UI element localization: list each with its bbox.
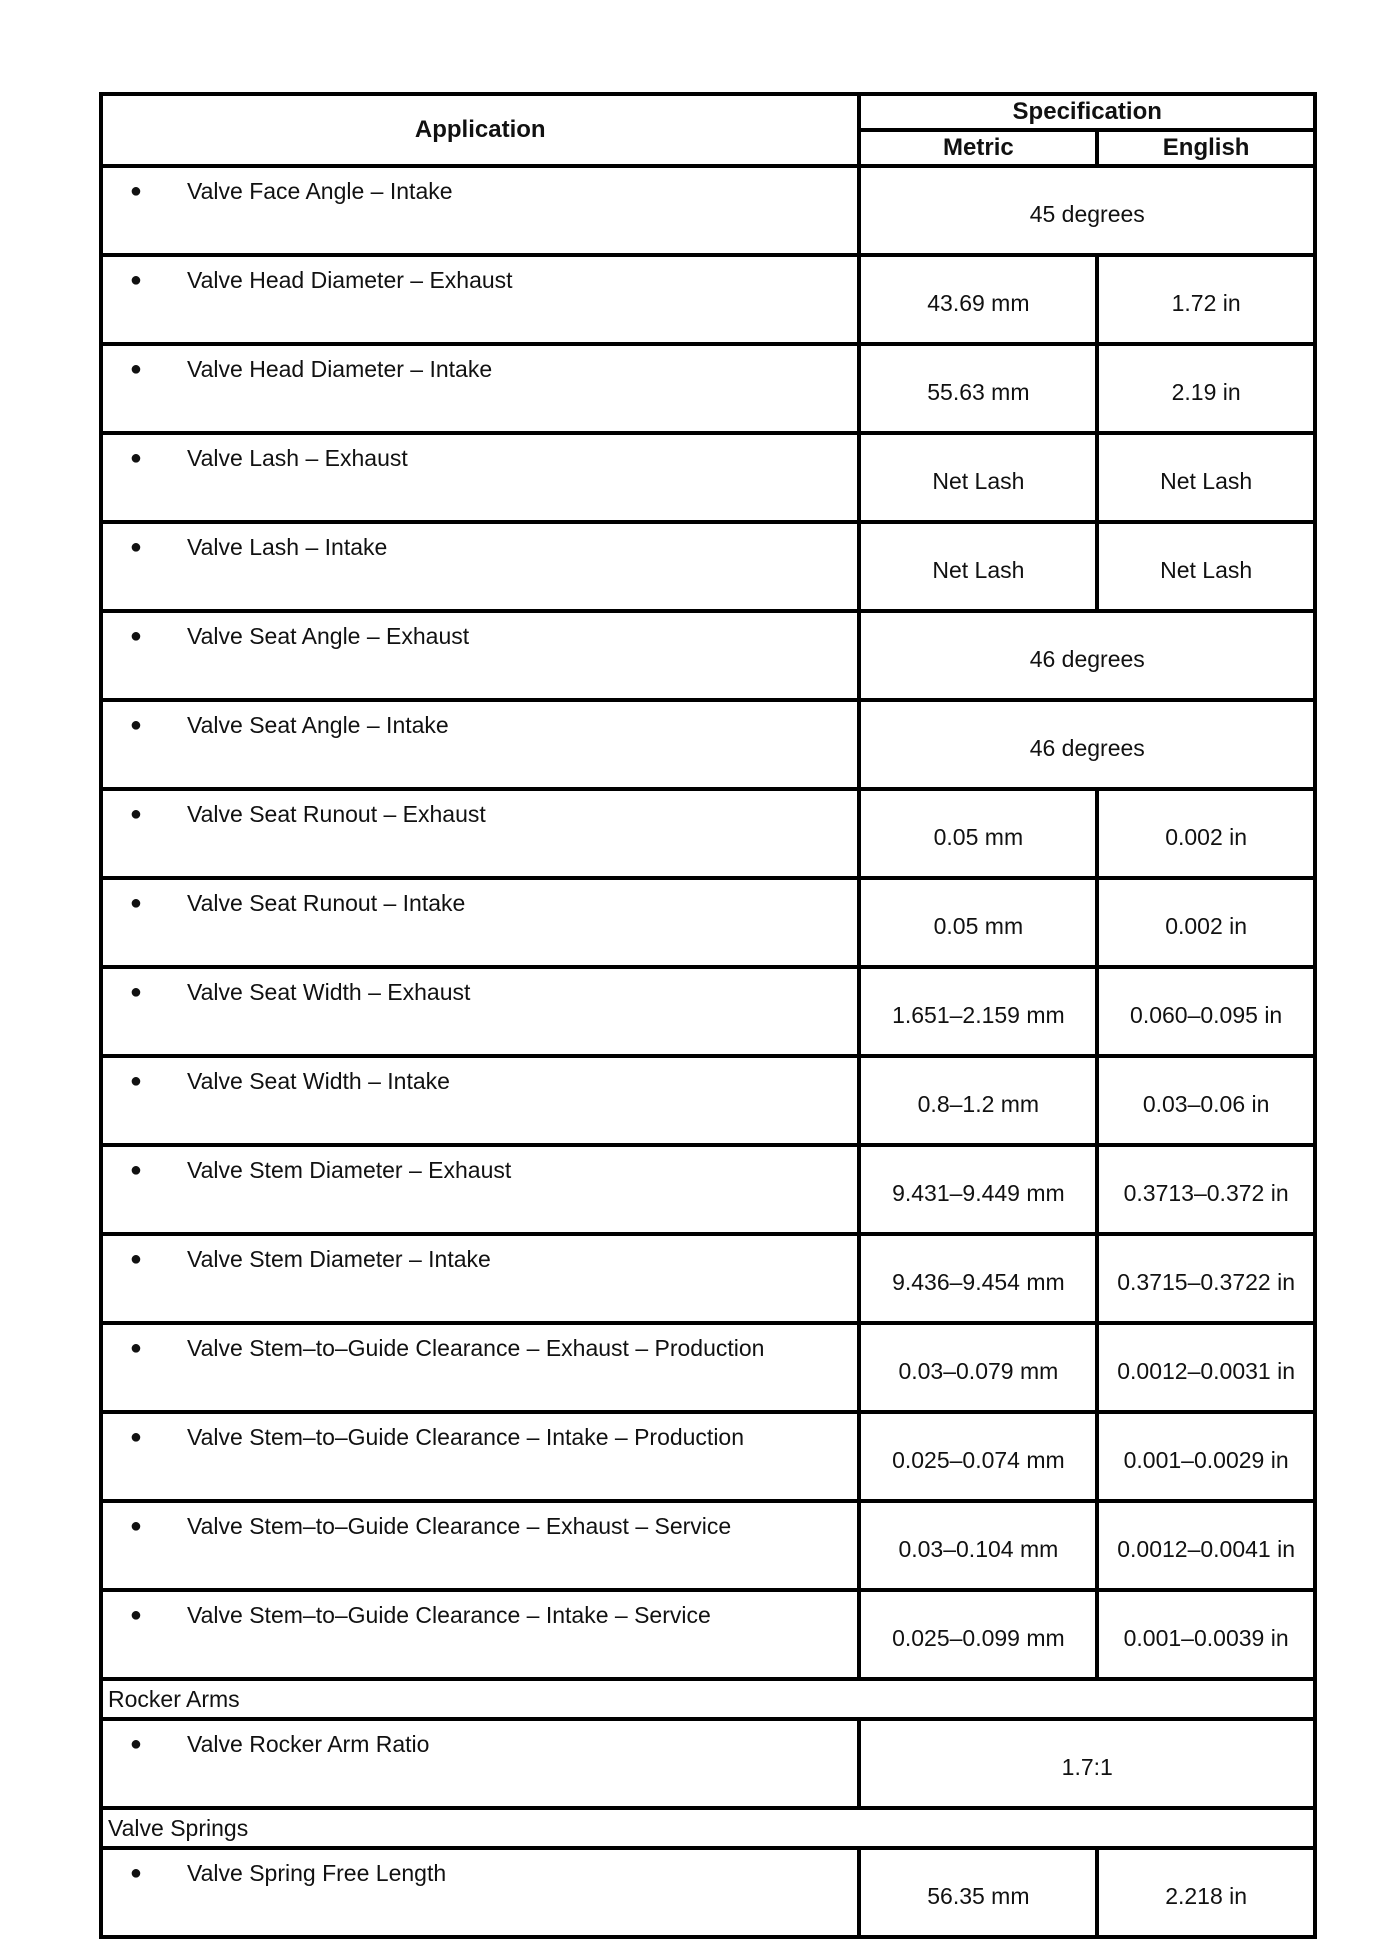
application-label: Valve Stem Diameter – Intake bbox=[187, 1246, 491, 1272]
application-label: Valve Stem–to–Guide Clearance – Intake – Production bbox=[187, 1424, 745, 1450]
table-row bbox=[101, 433, 1315, 522]
metric-value-cell: 0.03–0.104 mm bbox=[859, 1501, 1097, 1590]
application-label: Valve Lash – Exhaust bbox=[187, 445, 408, 471]
table-row bbox=[101, 1234, 1315, 1323]
metric-value-cell: Net Lash bbox=[859, 522, 1097, 611]
metric-value-cell: 1.651–2.159 mm bbox=[859, 967, 1097, 1056]
table-row bbox=[101, 255, 1315, 344]
metric-value-cell: 0.025–0.099 mm bbox=[859, 1590, 1097, 1679]
bullet-icon: ● bbox=[129, 1604, 142, 1626]
section-row bbox=[101, 1808, 1315, 1848]
metric-value-cell: 0.05 mm bbox=[859, 878, 1097, 967]
bullet-icon: ● bbox=[129, 981, 142, 1003]
bullet-icon: ● bbox=[129, 1070, 142, 1092]
metric-value-cell: 9.431–9.449 mm bbox=[859, 1145, 1097, 1234]
application-label: Valve Face Angle – Intake bbox=[187, 178, 453, 204]
table-row bbox=[101, 1719, 1315, 1808]
application-cell bbox=[101, 522, 859, 611]
bullet-icon: ● bbox=[129, 803, 142, 825]
application-label: Valve Seat Width – Exhaust bbox=[187, 979, 471, 1005]
table-row bbox=[101, 700, 1315, 789]
application-cell bbox=[101, 611, 859, 700]
application-cell bbox=[101, 1848, 859, 1937]
bullet-icon: ● bbox=[129, 1733, 142, 1755]
application-label: Valve Head Diameter – Intake bbox=[187, 356, 493, 382]
application-cell bbox=[101, 1412, 859, 1501]
english-value-cell: 0.002 in bbox=[1097, 789, 1315, 878]
combined-value-cell: 46 degrees bbox=[859, 700, 1315, 789]
english-value-cell: Net Lash bbox=[1097, 522, 1315, 611]
table-row bbox=[101, 611, 1315, 700]
application-cell bbox=[101, 1501, 859, 1590]
application-cell bbox=[101, 1323, 859, 1412]
table-row bbox=[101, 1501, 1315, 1590]
english-value-cell: 0.002 in bbox=[1097, 878, 1315, 967]
english-value-cell: 0.001–0.0039 in bbox=[1097, 1590, 1315, 1679]
bullet-icon: ● bbox=[129, 536, 142, 558]
application-cell bbox=[101, 344, 859, 433]
bullet-icon: ● bbox=[129, 1426, 142, 1448]
application-label: Valve Lash – Intake bbox=[187, 534, 388, 560]
table-row bbox=[101, 1848, 1315, 1937]
section-row bbox=[101, 1679, 1315, 1719]
bullet-icon: ● bbox=[129, 1159, 142, 1181]
table-row bbox=[101, 1590, 1315, 1679]
english-value-cell: 0.3713–0.372 in bbox=[1097, 1145, 1315, 1234]
english-value-cell: 0.03–0.06 in bbox=[1097, 1056, 1315, 1145]
bullet-icon: ● bbox=[129, 180, 142, 202]
metric-value-cell: 56.35 mm bbox=[859, 1848, 1097, 1937]
application-label: Valve Spring Free Length bbox=[187, 1860, 447, 1886]
specification-table bbox=[99, 92, 1317, 1939]
metric-value-cell: 0.03–0.079 mm bbox=[859, 1323, 1097, 1412]
bullet-icon: ● bbox=[129, 447, 142, 469]
application-cell bbox=[101, 1145, 859, 1234]
application-cell bbox=[101, 789, 859, 878]
bullet-icon: ● bbox=[129, 1862, 142, 1884]
table-row bbox=[101, 1056, 1315, 1145]
application-label: Valve Stem Diameter – Exhaust bbox=[187, 1157, 512, 1183]
table-row bbox=[101, 1145, 1315, 1234]
bullet-icon: ● bbox=[129, 1248, 142, 1270]
table-row bbox=[101, 789, 1315, 878]
english-value-cell: 0.001–0.0029 in bbox=[1097, 1412, 1315, 1501]
section-label: Rocker Arms bbox=[101, 1679, 1315, 1719]
application-cell bbox=[101, 878, 859, 967]
application-cell bbox=[101, 967, 859, 1056]
application-label: Valve Seat Runout – Intake bbox=[187, 890, 466, 916]
application-label: Valve Seat Angle – Intake bbox=[187, 712, 449, 738]
metric-value-cell: 55.63 mm bbox=[859, 344, 1097, 433]
combined-value-cell: 46 degrees bbox=[859, 611, 1315, 700]
bullet-icon: ● bbox=[129, 892, 142, 914]
table-row bbox=[101, 166, 1315, 255]
english-value-cell: 0.060–0.095 in bbox=[1097, 967, 1315, 1056]
combined-value-cell: 1.7:1 bbox=[859, 1719, 1315, 1808]
english-value-cell: 0.0012–0.0031 in bbox=[1097, 1323, 1315, 1412]
table-row bbox=[101, 1323, 1315, 1412]
metric-value-cell: 0.8–1.2 mm bbox=[859, 1056, 1097, 1145]
english-value-cell: 0.3715–0.3722 in bbox=[1097, 1234, 1315, 1323]
application-cell bbox=[101, 433, 859, 522]
bullet-icon: ● bbox=[129, 1515, 142, 1537]
bullet-icon: ● bbox=[129, 625, 142, 647]
application-label: Valve Stem–to–Guide Clearance – Exhaust – Production bbox=[187, 1335, 765, 1361]
header-english: English bbox=[1097, 130, 1315, 166]
application-label: Valve Seat Width – Intake bbox=[187, 1068, 450, 1094]
english-value-cell: 0.0012–0.0041 in bbox=[1097, 1501, 1315, 1590]
bullet-icon: ● bbox=[129, 714, 142, 736]
application-label: Valve Rocker Arm Ratio bbox=[187, 1731, 430, 1757]
application-cell bbox=[101, 1719, 859, 1808]
table-row bbox=[101, 522, 1315, 611]
english-value-cell: 2.19 in bbox=[1097, 344, 1315, 433]
metric-value-cell: 0.025–0.074 mm bbox=[859, 1412, 1097, 1501]
metric-value-cell: Net Lash bbox=[859, 433, 1097, 522]
header-specification: Specification bbox=[859, 94, 1315, 130]
english-value-cell: 1.72 in bbox=[1097, 255, 1315, 344]
combined-value-cell: 45 degrees bbox=[859, 166, 1315, 255]
application-label: Valve Seat Runout – Exhaust bbox=[187, 801, 486, 827]
english-value-cell: 2.218 in bbox=[1097, 1848, 1315, 1937]
application-cell bbox=[101, 1234, 859, 1323]
header-application: Application bbox=[101, 94, 859, 166]
table-row bbox=[101, 344, 1315, 433]
table-row bbox=[101, 878, 1315, 967]
metric-value-cell: 9.436–9.454 mm bbox=[859, 1234, 1097, 1323]
metric-value-cell: 0.05 mm bbox=[859, 789, 1097, 878]
application-label: Valve Stem–to–Guide Clearance – Exhaust – Service bbox=[187, 1513, 732, 1539]
application-label: Valve Stem–to–Guide Clearance – Intake – Service bbox=[187, 1602, 711, 1628]
application-label: Valve Head Diameter – Exhaust bbox=[187, 267, 513, 293]
application-cell bbox=[101, 700, 859, 789]
table-row bbox=[101, 967, 1315, 1056]
metric-value-cell: 43.69 mm bbox=[859, 255, 1097, 344]
section-label: Valve Springs bbox=[101, 1808, 1315, 1848]
header-metric: Metric bbox=[859, 130, 1097, 166]
application-cell bbox=[101, 255, 859, 344]
bullet-icon: ● bbox=[129, 1337, 142, 1359]
application-cell bbox=[101, 166, 859, 255]
application-label: Valve Seat Angle – Exhaust bbox=[187, 623, 470, 649]
table-row bbox=[101, 1412, 1315, 1501]
english-value-cell: Net Lash bbox=[1097, 433, 1315, 522]
application-cell bbox=[101, 1056, 859, 1145]
bullet-icon: ● bbox=[129, 358, 142, 380]
application-cell bbox=[101, 1590, 859, 1679]
bullet-icon: ● bbox=[129, 269, 142, 291]
